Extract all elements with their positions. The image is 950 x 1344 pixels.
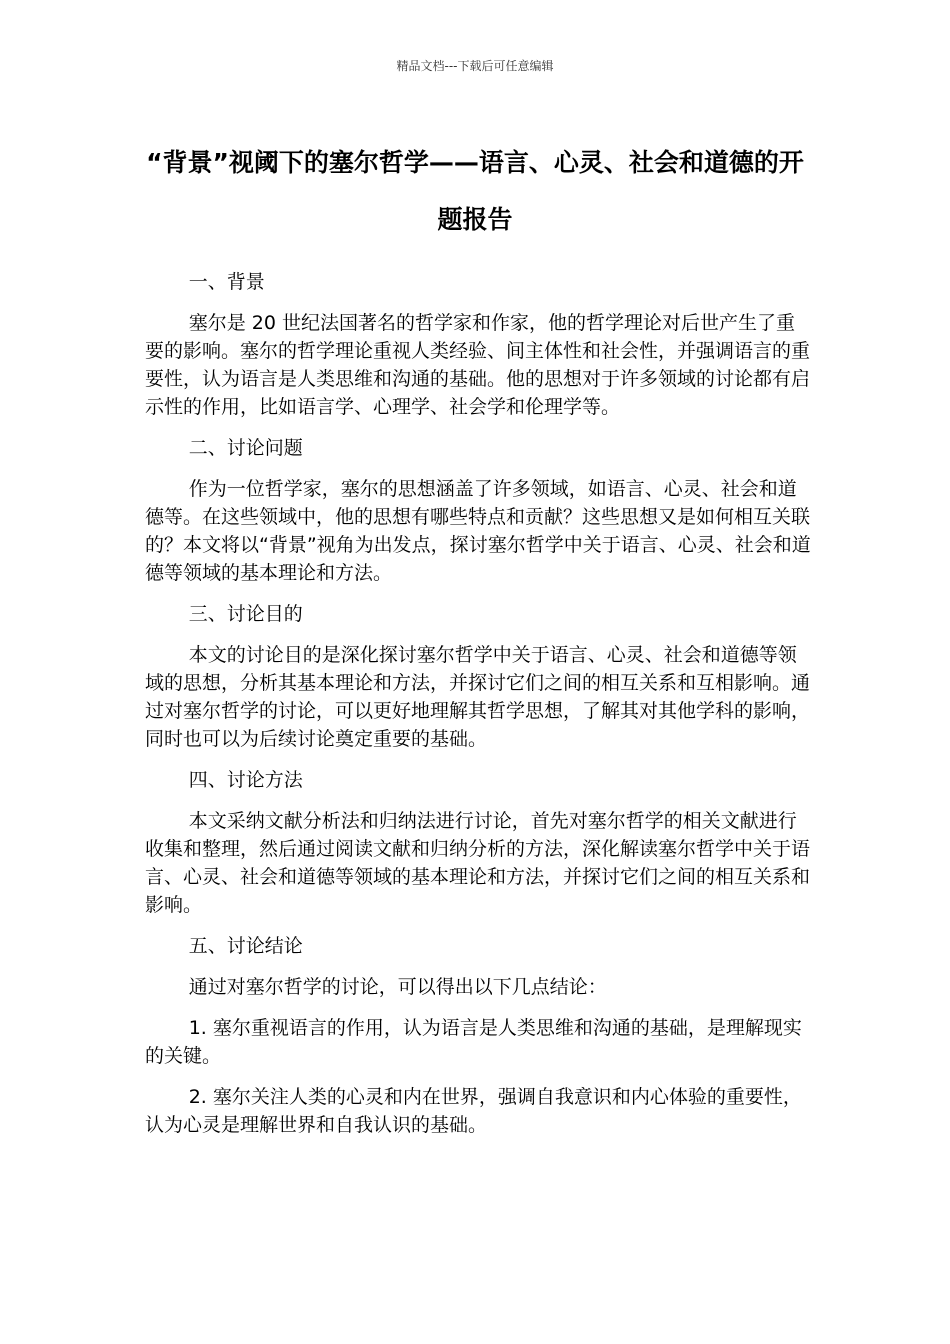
section-heading-purpose: 三、讨论目的 bbox=[188, 603, 303, 625]
list-item-conclusion-1: 1. 塞尔重视语言的作用，认为语言是人类思维和沟通的基础，是理解现实的关键。 bbox=[145, 1017, 802, 1067]
paragraph-questions: 作为一位哲学家，塞尔的思想涵盖了许多领域，如语言、心灵、社会和道德等。在这些领域中，他的思想有哪些特点和贡献？这些思想又是如何相互关联的？本文将以“背景”视角为出发点，探讨塞尔哲学中关于语言、心灵、社会和道德等领域的基本理论和方法。 bbox=[145, 478, 811, 584]
section-heading-conclusion: 五、讨论结论 bbox=[188, 935, 303, 957]
section-heading-questions: 二、讨论问题 bbox=[188, 437, 303, 459]
paragraph-background: 塞尔是 20 世纪法国著名的哲学家和作家，他的哲学理论对后世产生了重要的影响。塞尔的哲学理论重视人类经验、间主体性和社会性，并强调语言的重要性，认为语言是人类思维和沟通的基础。他的思想对于许多领域的讨论都有启示性的作用，比如语言学、心理学、社会学和伦理学等。 bbox=[145, 312, 811, 418]
paragraph-method: 本文采纳文献分析法和归纳法进行讨论，首先对塞尔哲学的相关文献进行收集和整理，然后通过阅读文献和归纳分析的方法，深化解读塞尔哲学中关于语言、心灵、社会和道德等领域的基本理论和方法，并探讨它们之间的相互关系和影响。 bbox=[145, 810, 811, 916]
section-heading-method: 四、讨论方法 bbox=[188, 769, 303, 791]
document-body bbox=[145, 268, 811, 1152]
header-note: 精品文档---下载后可任意编辑 bbox=[396, 59, 554, 73]
paragraph-purpose: 本文的讨论目的是深化探讨塞尔哲学中关于语言、心灵、社会和道德等领域的思想，分析其基本理论和方法，并探讨它们之间的相互关系和互相影响。通过对塞尔哲学的讨论，可以更好地理解其哲学思想，了解其对其他学科的影响，同时也可以为后续讨论奠定重要的基础。 bbox=[145, 644, 811, 750]
section-heading-background: 一、背景 bbox=[188, 271, 265, 293]
list-item-conclusion-2: 2. 塞尔关注人类的心灵和内在世界，强调自我意识和内心体验的重要性，认为心灵是理解世界和自我认识的基础。 bbox=[145, 1086, 802, 1136]
document-title: “背景”视阈下的塞尔哲学——语言、心灵、社会和道德的开题报告 bbox=[146, 148, 804, 234]
paragraph-conclusion-intro: 通过对塞尔哲学的讨论，可以得出以下几点结论： bbox=[188, 976, 607, 998]
